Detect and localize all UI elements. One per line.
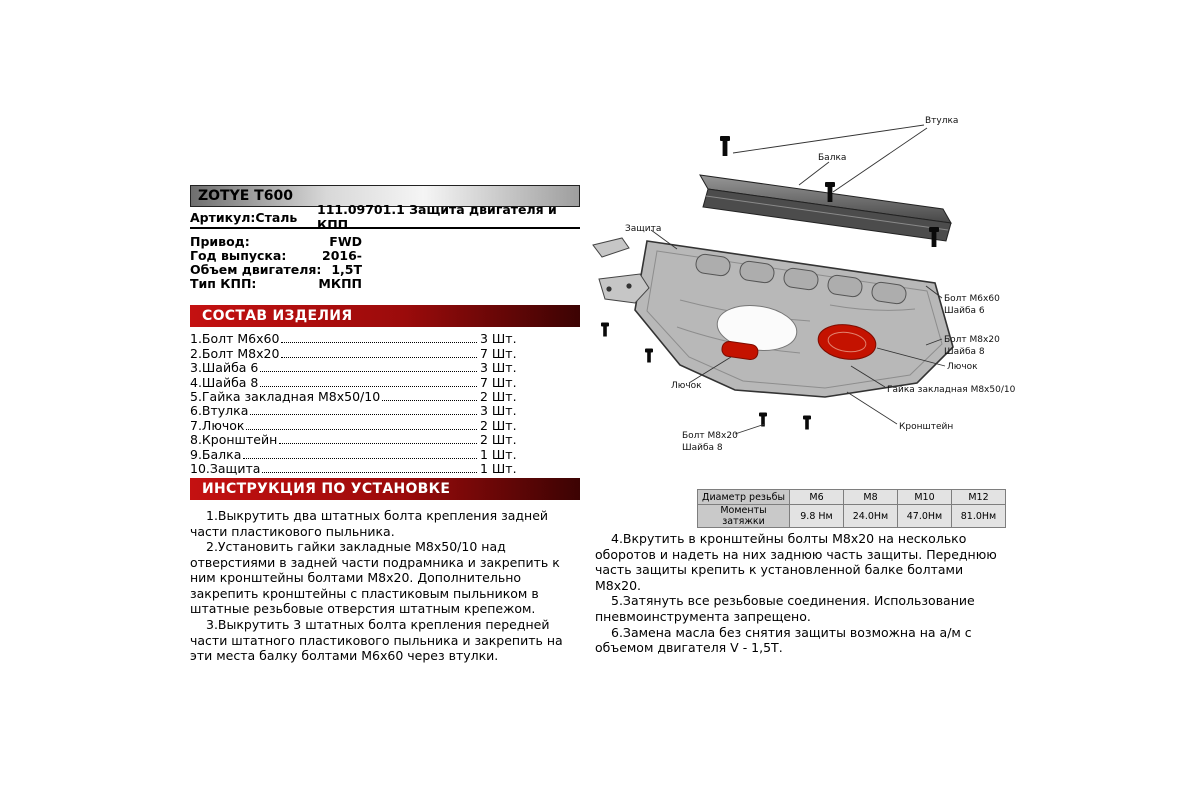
instruction-step: 5.Затянуть все резьбовые соединения. Использование пневмоинструмента запрещено.	[595, 593, 975, 624]
label-lyuchok-left: Лючок	[671, 381, 702, 391]
torque-cell: М10	[898, 490, 952, 505]
install-section-header	[190, 478, 580, 500]
torque-cell: 81.0Нм	[952, 505, 1006, 528]
spec-label: Год выпуска:	[190, 248, 287, 263]
torque-cell: 9.8 Нм	[790, 505, 844, 528]
torque-cell: 47.0Нм	[898, 505, 952, 528]
bracket-shapes	[593, 238, 649, 303]
instruction-step: 2.Установить гайки закладные М8х50/10 над отверстиями в задней части подрамника и закрепить к ним кронштейны болтами М8х20. Дополнительно закрепить кронштейны с пластиковым пыльником в штатные резьбовые отверстия штатным крепежом.	[190, 539, 560, 617]
spec-value: МКПП	[318, 276, 362, 291]
part-qty: 7 Шт.	[480, 345, 517, 361]
dot-leader	[260, 386, 477, 387]
label-bolt-m6x60: Болт М6х60	[944, 294, 1000, 304]
label-lyuchok-right: Лючок	[947, 362, 978, 372]
label-zashchita: Защита	[625, 224, 662, 234]
spec-value: 1,5T	[331, 262, 362, 277]
instruction-step: 4.Вкрутить в кронштейны болты М8х20 на несколько оборотов и надеть на них заднюю часть защиты. Переднюю часть защиты крепить к установленной балке болтами М8х20.	[595, 531, 997, 593]
spec-row-year	[190, 249, 362, 263]
dot-leader	[250, 414, 477, 415]
spec-value: FWD	[329, 234, 362, 249]
torque-row-moments	[698, 505, 1006, 528]
spec-label: Привод:	[190, 234, 250, 249]
part-qty: 7 Шт.	[480, 374, 517, 390]
instruction-step: 3.Выкрутить 3 штатных болта крепления передней части штатного пластикового пыльника и закрепить на эти места балку болтами М6х60 через втулки.	[190, 617, 563, 664]
dot-leader	[281, 357, 477, 358]
part-name: 7.Лючок	[190, 417, 245, 433]
part-row	[190, 433, 535, 447]
dot-leader	[246, 429, 477, 430]
torque-cell: М8	[844, 490, 898, 505]
part-qty: 2 Шт.	[480, 388, 517, 404]
part-name: 8.Кронштейн	[190, 432, 278, 448]
model-title: ZOTYE T600	[198, 188, 293, 204]
instructions-left-column	[190, 508, 580, 664]
parts-section-title: СОСТАВ ИЗДЕЛИЯ	[202, 308, 353, 324]
assembly-diagram	[585, 95, 1020, 480]
part-qty: 1 Шт.	[480, 446, 517, 462]
part-row	[190, 418, 535, 432]
parts-section-header	[190, 305, 580, 327]
dot-leader	[260, 371, 477, 372]
part-row	[190, 332, 535, 346]
torque-row-label: Моменты затяжки	[698, 505, 790, 528]
install-section-title: ИНСТРУКЦИЯ ПО УСТАНОВКЕ	[202, 480, 451, 497]
instructions-right-column	[595, 531, 1013, 656]
instruction-step: 1.Выкрутить два штатных болта крепления задней части пластикового пыльника.	[190, 507, 549, 539]
spec-row-engine	[190, 263, 362, 277]
part-qty: 2 Шт.	[480, 432, 517, 448]
part-name: 2.Болт М8х20	[190, 345, 280, 361]
torque-row-diameter	[698, 490, 1006, 505]
dot-leader	[279, 443, 477, 444]
torque-cell: М6	[790, 490, 844, 505]
label-vtulka: Втулка	[925, 116, 959, 126]
part-name: 4.Шайба 8	[190, 374, 259, 390]
shield-plate-shape	[635, 241, 953, 397]
part-name: 9.Балка	[190, 446, 242, 462]
torque-table	[697, 489, 1006, 528]
article-row	[190, 202, 580, 232]
dot-leader	[262, 472, 477, 473]
label-shayba-8-bottom: Шайба 8	[682, 443, 723, 453]
torque-row-label: Диаметр резьбы	[698, 490, 790, 505]
part-row	[190, 361, 535, 375]
article-value: 111.09701.1 Защита двигателя и КПП	[317, 202, 557, 232]
specs-table	[190, 235, 362, 291]
part-row	[190, 447, 535, 461]
dot-leader	[382, 400, 477, 401]
info-panel	[190, 185, 580, 664]
part-row	[190, 346, 535, 360]
part-row	[190, 375, 535, 389]
label-shayba-8-right: Шайба 8	[944, 347, 985, 357]
spec-label: Объем двигателя:	[190, 262, 322, 277]
label-bolt-m8x20-bottom: Болт М8х20	[682, 431, 738, 441]
part-name: 1.Болт М6х60	[190, 331, 280, 347]
label-balka: Балка	[818, 153, 847, 163]
torque-cell: М12	[952, 490, 1006, 505]
instruction-step: 6.Замена масла без снятия защиты возможна на а/м с объемом двигателя V - 1,5Т.	[595, 624, 972, 656]
part-row	[190, 462, 535, 476]
dot-leader	[281, 342, 477, 343]
spec-row-drive	[190, 235, 362, 249]
part-name: 5.Гайка закладная М8х50/10	[190, 388, 381, 404]
part-row	[190, 390, 535, 404]
spec-value: 2016-	[322, 248, 362, 263]
part-name: 6.Втулка	[190, 403, 249, 419]
part-qty: 3 Шт.	[480, 403, 517, 419]
part-row	[190, 404, 535, 418]
label-gayka-zakladnaya: Гайка закладная М8х50/10	[887, 385, 1016, 395]
part-qty: 2 Шт.	[480, 417, 517, 433]
article-label: Артикул:Сталь	[190, 209, 298, 225]
label-bolt-m8x20-right: Болт М8х20	[944, 335, 1000, 345]
part-name: 10.Защита	[190, 460, 261, 476]
part-qty: 3 Шт.	[480, 331, 517, 347]
part-qty: 3 Шт.	[480, 360, 517, 376]
part-qty: 1 Шт.	[480, 460, 517, 476]
parts-list	[190, 332, 535, 476]
spec-row-gearbox	[190, 277, 362, 291]
part-name: 3.Шайба 6	[190, 360, 259, 376]
label-kronshteyn: Кронштейн	[899, 422, 954, 432]
torque-cell: 24.0Нм	[844, 505, 898, 528]
spec-label: Тип КПП:	[190, 276, 257, 291]
dot-leader	[243, 458, 477, 459]
label-shayba-6: Шайба 6	[944, 306, 985, 316]
